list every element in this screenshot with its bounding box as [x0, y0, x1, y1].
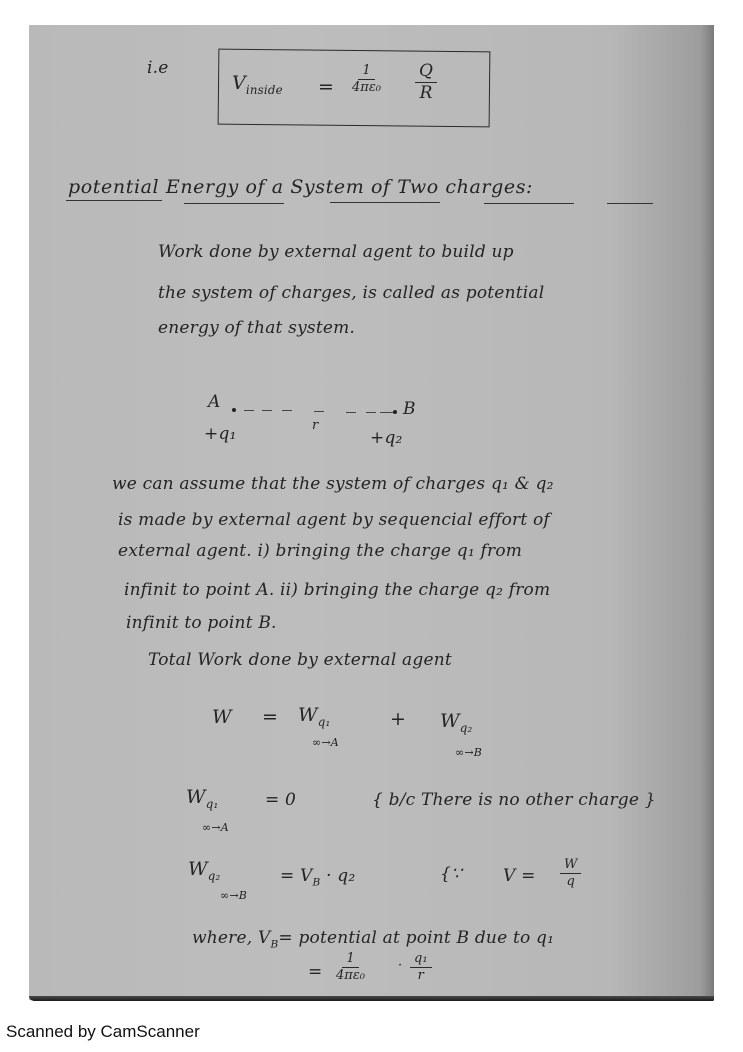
fraction-numerator: Q: [415, 62, 437, 83]
fraction-numerator: 1: [358, 64, 374, 80]
work-term-2: [440, 710, 472, 735]
w-q1-lhs: [186, 786, 218, 811]
work-term-2-path: ∞→B: [455, 746, 483, 759]
dashed-line-segment: [366, 412, 376, 413]
w-q2-lhs: [188, 858, 220, 883]
w-q2-note-prefix: {∵: [440, 864, 463, 884]
work-symbol: W: [440, 710, 460, 732]
formula-fraction-1: [352, 64, 381, 96]
assumption-line-2: is made by external agent by sequencial effort of: [118, 510, 550, 530]
distance-label: r: [312, 418, 319, 433]
w-q2-rhs: [280, 866, 355, 888]
total-work-lhs: W: [212, 706, 232, 728]
fraction-numerator: W: [560, 858, 581, 874]
section-heading: potential Energy of a System of Two charges:: [68, 176, 534, 198]
heading-underline: [184, 203, 284, 204]
dashed-line-segment: [282, 410, 292, 411]
rhs-tail: · q₂: [326, 866, 356, 886]
fraction-numerator: q₁: [410, 952, 432, 968]
plus-sign: +: [390, 708, 407, 730]
charge-a-label: +q₁: [204, 424, 237, 444]
w-q1-rhs: = 0: [265, 790, 297, 810]
point-b-dot: [393, 410, 397, 414]
dashed-line-segment: [314, 411, 324, 412]
formula-v: V: [232, 72, 246, 94]
work-symbol: W: [186, 786, 206, 808]
fraction-denominator: r: [417, 968, 424, 984]
assumption-line-3: external agent. i) bringing the charge q₁ from: [118, 541, 523, 561]
w-q1-note: { b/c There is no other charge }: [372, 790, 656, 810]
point-a-dot: [232, 408, 236, 412]
where-fraction-1: [336, 952, 365, 984]
fraction-denominator: 4πε₀: [336, 968, 366, 984]
work-subscript: q₁: [205, 796, 219, 811]
work-subscript: q₂: [207, 868, 221, 883]
assumption-line-4: infinit to point A. ii) bringing the charge q₂ from: [124, 580, 551, 600]
fraction-denominator: 4πε₀: [352, 80, 382, 96]
rhs-text: = V: [280, 866, 313, 886]
work-subscript: q₁: [317, 714, 331, 729]
w-q2-path: ∞→B: [220, 889, 248, 902]
assumption-line-5: infinit to point B.: [126, 613, 277, 633]
where-eq-prefix: =: [308, 962, 323, 982]
page-bottom-edge: [29, 996, 714, 1001]
dashed-line-segment: [380, 412, 394, 413]
total-work-equals: =: [262, 706, 279, 728]
formula-fraction-2: [415, 62, 437, 102]
formula-v-subscript: inside: [245, 82, 283, 97]
rhs-subscript: B: [312, 876, 321, 889]
w-q1-path: ∞→A: [202, 821, 229, 834]
work-symbol: W: [298, 704, 318, 726]
assumption-line-1: we can assume that the system of charges q₁ & q₂: [112, 474, 554, 494]
w-q2-note-v: V =: [503, 866, 536, 886]
where-subscript: B: [270, 938, 279, 951]
formula-lhs: [232, 72, 283, 97]
work-term-1-path: ∞→A: [312, 736, 339, 749]
dashed-line-segment: [346, 412, 356, 413]
dashed-line-segment: [262, 410, 272, 411]
dashed-line-segment: [244, 410, 254, 411]
point-a-label: A: [208, 392, 221, 412]
fraction-numerator: 1: [342, 952, 358, 968]
where-line: [192, 928, 554, 950]
where-rest: = potential at point B due to q₁: [278, 928, 555, 948]
work-term-1: [298, 704, 330, 729]
heading-underline: [330, 202, 440, 203]
multiply-dot: ·: [398, 958, 403, 973]
fraction-denominator: q: [566, 874, 575, 890]
w-q2-note-fraction: [560, 858, 581, 890]
where-label: where, V: [192, 928, 271, 948]
work-subscript: q₂: [459, 720, 473, 735]
definition-line-3: energy of that system.: [158, 318, 356, 338]
formula-equals: =: [318, 76, 335, 98]
ie-prefix: i.e: [147, 58, 169, 78]
camscanner-watermark: Scanned by CamScanner: [6, 1022, 200, 1041]
total-work-label: Total Work done by external agent: [148, 650, 452, 670]
where-fraction-2: [410, 952, 432, 984]
definition-line-2: the system of charges, is called as potential: [158, 283, 545, 303]
definition-line-1: Work done by external agent to build up: [158, 242, 514, 262]
fraction-denominator: R: [419, 82, 433, 103]
work-symbol: W: [188, 858, 208, 880]
point-b-label: B: [403, 399, 416, 419]
heading-underline: [484, 203, 574, 204]
heading-underline: [607, 203, 653, 204]
charge-b-label: +q₂: [370, 428, 403, 448]
heading-underline: [66, 200, 162, 201]
